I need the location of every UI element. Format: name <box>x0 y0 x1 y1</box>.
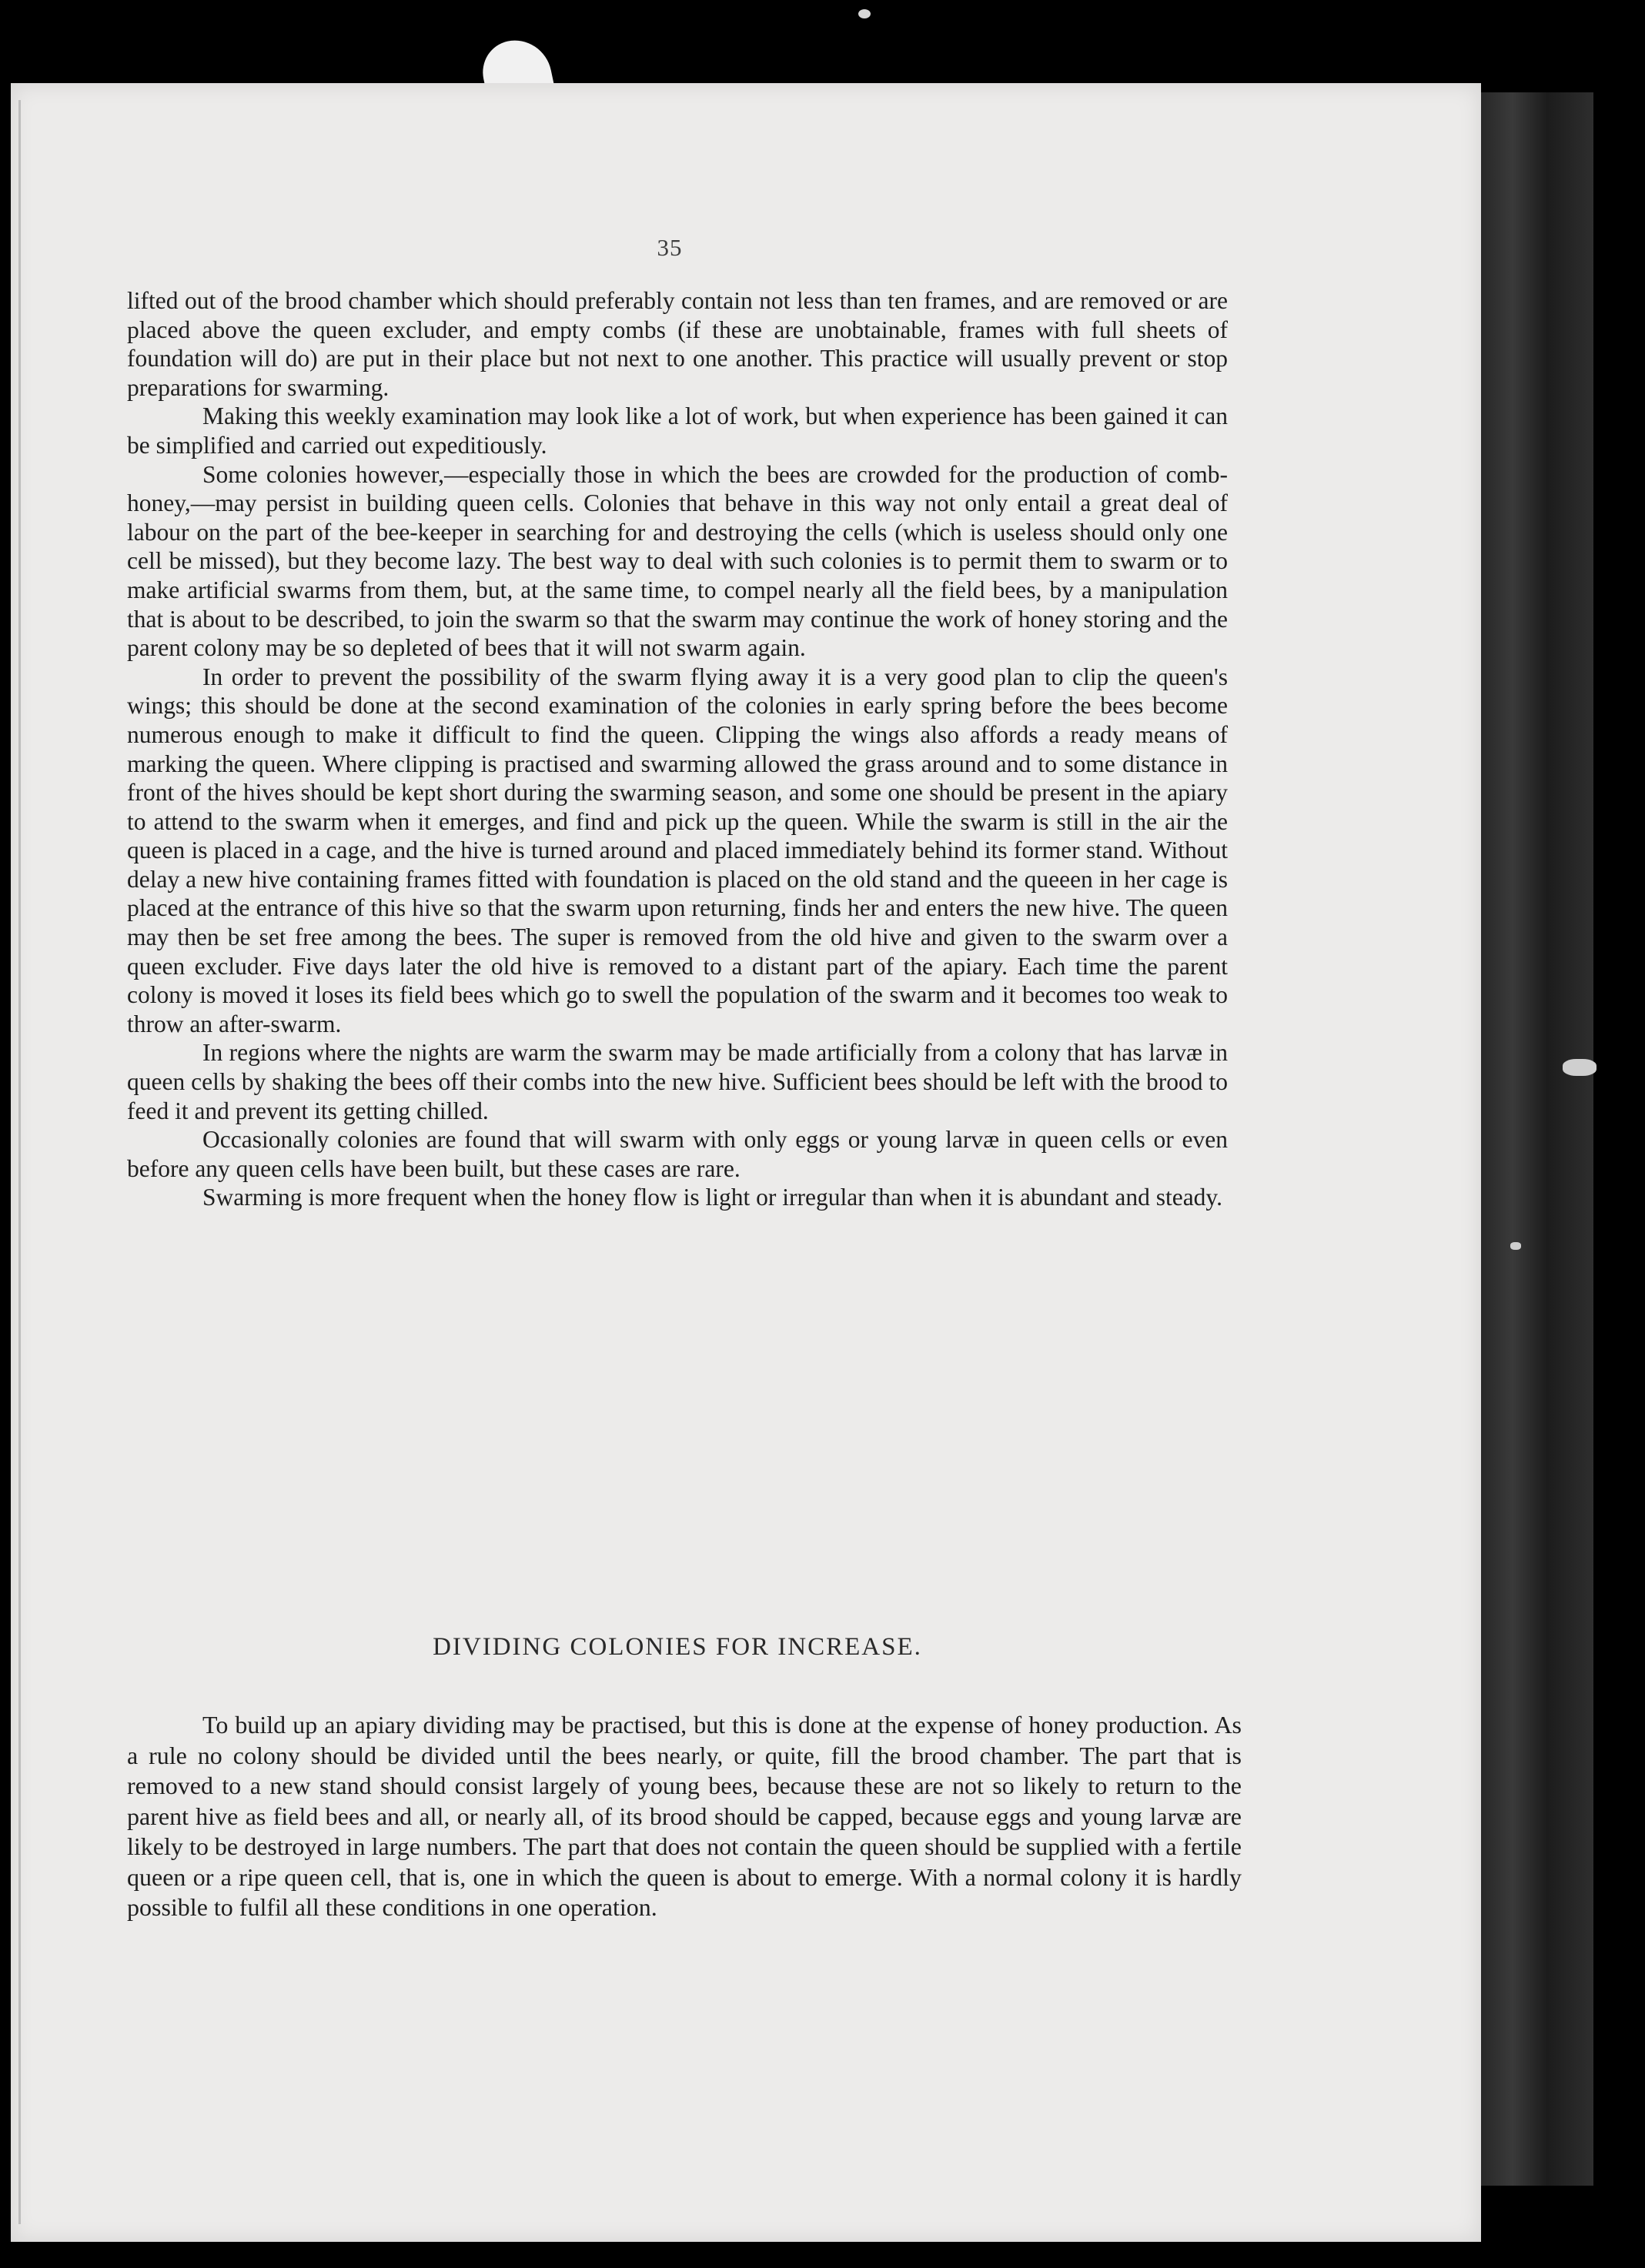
section-body-text <box>127 1710 1242 1923</box>
page-number: 35 <box>657 234 683 261</box>
dust-speck <box>1563 1059 1597 1076</box>
book-spine <box>1478 92 1593 2186</box>
dust-speck <box>858 9 871 18</box>
paragraph: In regions where the nights are warm the swarm may be made artificially from a colony that has larvæ in queen cells by shaking the bees off their combs into the new hive. Sufficient bees should be left with the brood to feed it and prevent its getting chilled. <box>127 1039 1228 1124</box>
dust-speck <box>1510 1242 1521 1250</box>
section-heading: DIVIDING COLONIES FOR INCREASE. <box>433 1633 922 1661</box>
paragraph: In order to prevent the possibility of the swarm flying away it is a very good plan to clip the queen's wings; this should be done at the second examination of the colonies in early spring before the bees become numerous enough to make it difficult to find the queen. Clipping the wings also affords a ready means of marking the queen. Where clipping is practised and swarming allowed the grass around and to some distance in front of the hives should be kept short during the swarming season, and some one should be present in the apiary to attend to the swarm when it emerges, and find and pick up the queen. While the swarm is still in the air the queen is placed in a cage, and the hive is turned around and placed immediately behind its former stand. Without delay a new hive containing frames fitted with foundation is placed on the old stand and the queeen in her cage is placed at the entrance of this hive so that the swarm upon returning, finds her and enters the new hive. The queen may then be set free among the bees. The super is removed from the old hive and given to the swarm over a queen excluder. Five days later the old hive is removed to a distant part of the apiary. Each time the parent colony is moved it loses its field bees which go to swell the population of the swarm and it becomes too weak to throw an after-swarm. <box>127 663 1228 1037</box>
body-text <box>127 286 1228 1212</box>
paragraph: To build up an apiary dividing may be practised, but this is done at the expense of honey production. As a rule no colony should be divided until the bees nearly, or quite, fill the brood chamber. The part that is removed to a new stand should consist largely of young bees, because these are not so likely to return to the parent hive as field bees and all, or nearly all, of its brood should be capped, because eggs and young larvæ are likely to be destroyed in large numbers. The part that does not contain the queen should be supplied with a fertile queen or a ripe queen cell, that is, one in which the queen is about to emerge. With a normal colony it is hardly possible to fulfil all these conditions in one operation. <box>127 1711 1242 1921</box>
paragraph: Making this weekly examination may look like a lot of work, but when experience has been gained it can be simplified and carried out expeditiously. <box>127 402 1228 459</box>
paragraph: Some colonies however,—especially those in which the bees are crowded for the production of comb-honey,—may persist in building queen cells. Colonies that behave in this way not only entail a great deal of labour on the part of the bee-keeper in searching for and destroying the cells (which is useless should only one cell be missed), but they become lazy. The best way to deal with such colonies is to permit them to swarm or to make artificial swarms from them, but, at the same time, to compel nearly all the field bees, by a manipulation that is about to be described, to join the swarm so that the swarm may continue the work of honey storing and the parent colony may be so depleted of bees that it will not swarm again. <box>127 460 1228 662</box>
paragraph: Swarming is more frequent when the honey flow is light or irregular than when it is abundant and steady. <box>202 1184 1223 1211</box>
paragraph: Occasionally colonies are found that will swarm with only eggs or young larvæ in queen cells or even before any queen cells have been built, but these cases are rare. <box>127 1126 1228 1182</box>
page-edge <box>18 100 21 2224</box>
paragraph: lifted out of the brood chamber which should preferably contain not less than ten frames, and are removed or are placed above the queen excluder, and empty combs (if these are unobtainable, frames with full sheets of foundation will do) are put in their place but not next to one another. This practice will usually prevent or stop preparations for swarming. <box>127 287 1228 401</box>
